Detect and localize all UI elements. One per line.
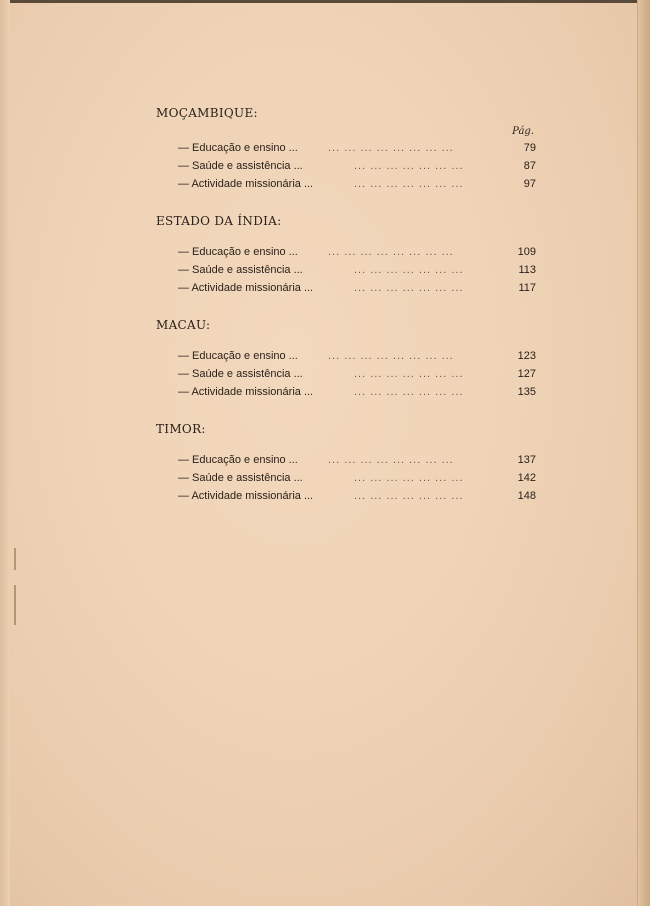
- toc-entry: [178, 454, 536, 470]
- toc-entry-page: 117: [518, 282, 536, 294]
- toc-entry-label: — Educação e ensino ...: [178, 246, 298, 258]
- dot-leader: ... ... ... ... ... ... ...: [354, 264, 464, 276]
- toc-entry-page: 135: [517, 386, 536, 398]
- toc-entry-label: — Saúde e assistência ...: [178, 160, 303, 172]
- toc-entry-page: 148: [517, 490, 536, 502]
- toc-entry-label: — Educação e ensino ...: [178, 454, 298, 466]
- dot-leader: ... ... ... ... ... ... ...: [354, 490, 464, 502]
- dot-leader: ... ... ... ... ... ... ... ...: [328, 142, 454, 154]
- toc-entry-label: — Saúde e assistência ...: [178, 472, 303, 484]
- toc-entry: [178, 282, 536, 298]
- top-edge-shadow: [0, 0, 650, 3]
- toc-entry-page: 87: [523, 160, 536, 172]
- toc-entry: [178, 490, 536, 506]
- left-page-edge: [0, 0, 10, 906]
- section-title: MACAU:: [156, 318, 211, 332]
- toc-entry: [178, 246, 536, 262]
- toc-entry-page: 113: [518, 264, 536, 276]
- toc-entry: [178, 386, 536, 402]
- dot-leader: ... ... ... ... ... ... ...: [354, 282, 464, 294]
- toc-entry-label: — Actividade missionária ...: [178, 282, 314, 294]
- toc-entry-page: 79: [523, 142, 536, 154]
- dot-leader: ... ... ... ... ... ... ... ...: [328, 246, 454, 258]
- dot-leader: ... ... ... ... ... ... ...: [354, 178, 464, 190]
- toc-entry-page: 142: [517, 472, 536, 484]
- dot-leader: ... ... ... ... ... ... ... ...: [328, 350, 454, 362]
- toc-entry-label: — Actividade missionária ...: [178, 178, 314, 190]
- toc-entry: [178, 178, 536, 194]
- toc-entry: [178, 264, 536, 280]
- binding-mark: [14, 548, 16, 570]
- dot-leader: ... ... ... ... ... ... ... ...: [328, 454, 454, 466]
- page-column-label: Pág.: [512, 126, 534, 137]
- toc-entry: [178, 160, 536, 176]
- toc-entry: [178, 142, 536, 158]
- binding-mark: [14, 585, 16, 625]
- toc-entry-label: — Educação e ensino ...: [178, 350, 298, 362]
- toc-entry-page: 97: [523, 178, 536, 190]
- toc-entry-label: — Saúde e assistência ...: [178, 264, 303, 276]
- toc-entry: [178, 368, 536, 384]
- toc-entry: [178, 350, 536, 366]
- dot-leader: ... ... ... ... ... ... ...: [354, 472, 464, 484]
- dot-leader: ... ... ... ... ... ... ...: [354, 160, 464, 172]
- toc-entry-label: — Actividade missionária ...: [178, 490, 314, 502]
- toc-entry-label: — Actividade missionária ...: [178, 386, 314, 398]
- section-title: MOÇAMBIQUE:: [156, 106, 258, 120]
- dot-leader: ... ... ... ... ... ... ...: [354, 368, 464, 380]
- toc-entry-page: 123: [517, 350, 536, 362]
- toc-entry-page: 137: [517, 454, 536, 466]
- toc-entry-label: — Educação e ensino ...: [178, 142, 298, 154]
- toc-entry-page: 109: [517, 246, 536, 258]
- section-title: ESTADO DA ÍNDIA:: [156, 214, 282, 228]
- right-page-edge: [637, 0, 650, 906]
- toc-entry-label: — Saúde e assistência ...: [178, 368, 303, 380]
- section-title: TIMOR:: [156, 422, 206, 436]
- toc-entry-page: 127: [517, 368, 536, 380]
- toc-entry: [178, 472, 536, 488]
- dot-leader: ... ... ... ... ... ... ...: [354, 386, 464, 398]
